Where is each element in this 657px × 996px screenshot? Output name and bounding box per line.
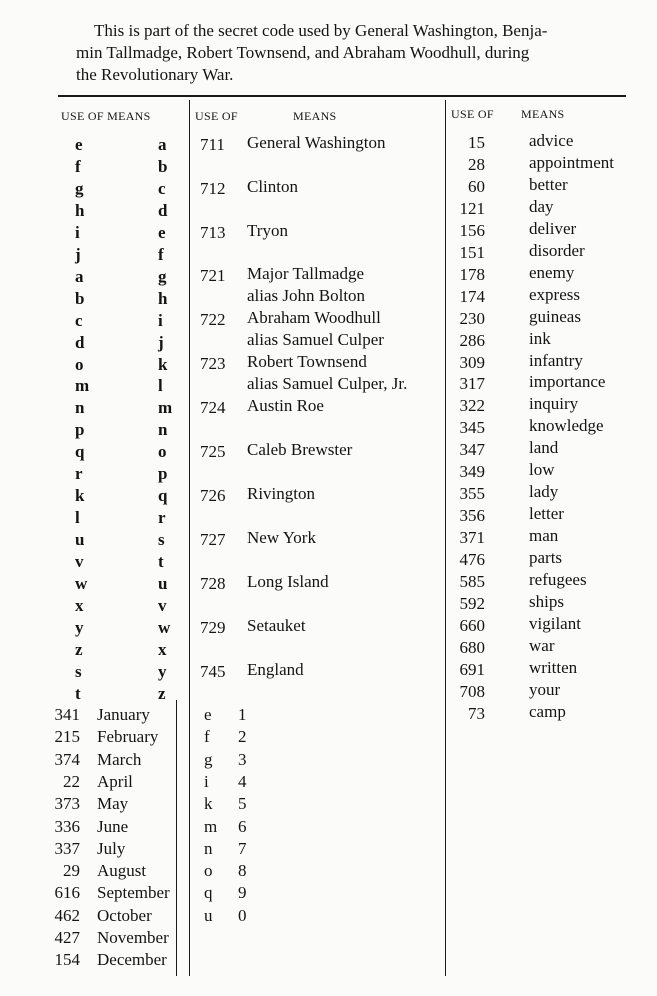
word-number: 151 — [459, 242, 485, 262]
month-name: July — [97, 838, 126, 858]
word-meaning: war — [529, 635, 555, 655]
month-name: August — [97, 861, 147, 881]
word-meaning: man — [529, 526, 559, 546]
word-number: 156 — [459, 220, 485, 240]
intro-line: the Revolutionary War. — [76, 65, 234, 84]
letter-means: f — [158, 244, 164, 264]
letter-means: h — [158, 288, 168, 308]
word-meaning: vigilant — [529, 613, 581, 633]
letter-use: a — [75, 266, 84, 286]
name-number: 724 — [200, 398, 226, 417]
month-number: 374 — [54, 749, 80, 769]
digit-means: 3 — [238, 749, 247, 769]
letter-means: q — [158, 486, 168, 506]
word-meaning: camp — [529, 701, 566, 721]
month-number: 215 — [54, 727, 80, 747]
word-meaning: written — [529, 657, 578, 677]
month-name: November — [97, 928, 169, 947]
name-entry: Major Tallmadge — [247, 264, 364, 283]
letter-means: s — [158, 530, 165, 550]
word-meaning: disorder — [529, 240, 585, 260]
digit-means: 0 — [238, 905, 247, 925]
word-meaning: appointment — [529, 152, 614, 172]
word-number: 371 — [459, 528, 485, 548]
word-number: 322 — [459, 396, 485, 416]
word-number: 178 — [459, 264, 485, 284]
word-number: 73 — [468, 703, 485, 723]
header-col3-use: USE OF — [451, 107, 494, 121]
word-number: 15 — [468, 133, 485, 152]
word-number: 660 — [459, 615, 485, 635]
letter-use: m — [75, 376, 90, 396]
letter-use: t — [75, 683, 81, 703]
name-alias: alias John Bolton — [247, 285, 366, 305]
digit-means: 2 — [238, 727, 247, 747]
name-entry: New York — [247, 528, 316, 547]
letter-means: d — [158, 200, 168, 220]
letter-use: u — [75, 530, 85, 550]
name-entry: England — [247, 660, 304, 679]
letter-use: y — [75, 617, 84, 637]
month-name: October — [97, 905, 152, 925]
letter-means: u — [158, 574, 168, 593]
word-number: 585 — [459, 572, 485, 591]
letter-use: i — [75, 222, 80, 242]
month-number: 373 — [54, 794, 80, 814]
month-number: 29 — [63, 861, 80, 881]
name-number: 723 — [200, 354, 226, 373]
header-col1: USE OF MEANS — [61, 109, 151, 123]
word-meaning: your — [529, 679, 561, 699]
digit-means: 4 — [238, 771, 247, 791]
letter-means: v — [158, 595, 167, 615]
word-meaning: parts — [529, 548, 563, 568]
intro-line: min Tallmadge, Robert Townsend, and Abraham Woodhull, during — [76, 43, 530, 62]
word-meaning: advice — [529, 131, 574, 150]
word-number: 317 — [459, 374, 485, 394]
digit-use: e — [204, 705, 212, 724]
word-number: 230 — [459, 308, 485, 328]
word-meaning: enemy — [529, 262, 575, 282]
month-number: 341 — [54, 705, 80, 724]
word-meaning: better — [529, 174, 568, 194]
word-meaning: express — [529, 284, 580, 304]
letter-use: b — [75, 288, 85, 308]
name-number: 712 — [200, 179, 226, 198]
word-number: 174 — [459, 286, 485, 306]
month-name: September — [97, 883, 170, 903]
name-number: 722 — [200, 310, 226, 329]
month-name: March — [97, 749, 142, 769]
letter-use: e — [75, 135, 83, 154]
digit-use: g — [204, 749, 213, 769]
letter-means: w — [158, 617, 171, 637]
letter-means: p — [158, 464, 168, 484]
digit-use: k — [204, 794, 213, 814]
letter-use: d — [75, 332, 85, 352]
letter-means: i — [158, 310, 163, 330]
name-entry: Tryon — [247, 221, 288, 240]
name-entry: Robert Townsend — [247, 352, 367, 371]
digit-means: 8 — [238, 861, 247, 881]
word-number: 60 — [468, 176, 485, 196]
digit-use: o — [204, 861, 213, 881]
name-entry: Abraham Woodhull — [247, 308, 381, 327]
word-meaning: lady — [529, 482, 559, 502]
word-meaning: refugees — [529, 570, 587, 589]
letter-use: g — [75, 178, 84, 198]
month-number: 336 — [54, 816, 80, 836]
name-entry: Austin Roe — [247, 396, 324, 415]
name-number: 728 — [200, 574, 226, 593]
letter-means: b — [158, 156, 168, 176]
digit-use: m — [204, 816, 218, 836]
month-name: June — [97, 816, 129, 836]
letter-means: c — [158, 178, 166, 198]
letter-use: o — [75, 354, 84, 374]
letter-means: r — [158, 508, 166, 528]
name-alias: alias Samuel Culper — [247, 329, 384, 349]
letter-means: n — [158, 420, 168, 440]
digit-means: 9 — [238, 883, 247, 903]
digit-means: 7 — [238, 838, 247, 858]
header-col3-means: MEANS — [521, 107, 565, 121]
name-alias: alias Samuel Culper, Jr. — [247, 373, 408, 393]
word-number: 708 — [459, 681, 485, 701]
digit-use: i — [204, 771, 209, 791]
word-meaning: letter — [529, 504, 564, 524]
letter-means: x — [158, 639, 167, 659]
month-number: 154 — [54, 950, 80, 970]
digit-means: 5 — [238, 794, 247, 814]
letter-use: c — [75, 310, 83, 330]
word-meaning: land — [529, 438, 559, 458]
digit-means: 6 — [238, 816, 247, 836]
month-name: December — [97, 950, 167, 970]
column-divider-1 — [189, 100, 190, 976]
letter-means: k — [158, 354, 168, 374]
word-number: 121 — [459, 198, 485, 218]
letter-means: e — [158, 222, 166, 242]
month-number: 462 — [54, 905, 80, 925]
letter-use: l — [75, 508, 80, 528]
letter-means: o — [158, 442, 167, 462]
letter-use: n — [75, 398, 85, 418]
letter-use: j — [75, 244, 81, 264]
letter-means: j — [158, 332, 164, 352]
month-name: April — [97, 771, 133, 791]
letter-means: l — [158, 376, 163, 396]
word-number: 356 — [459, 506, 485, 526]
letter-use: k — [75, 486, 85, 506]
letter-use: f — [75, 156, 81, 176]
word-number: 349 — [459, 462, 485, 482]
letter-use: r — [75, 464, 83, 484]
word-meaning: guineas — [529, 306, 581, 326]
word-number: 476 — [459, 550, 485, 570]
word-number: 28 — [468, 154, 485, 174]
digit-use: u — [204, 905, 213, 925]
name-entry: Long Island — [247, 572, 329, 591]
word-number: 355 — [459, 484, 485, 504]
name-entry: General Washington — [247, 133, 386, 152]
digit-use: q — [204, 883, 213, 903]
word-meaning: knowledge — [529, 416, 604, 436]
letter-use: p — [75, 420, 85, 440]
month-number: 427 — [54, 928, 80, 947]
month-divider — [176, 700, 177, 976]
letter-use: h — [75, 200, 85, 220]
word-meaning: deliver — [529, 218, 577, 238]
column-divider-2 — [445, 100, 446, 976]
name-number: 727 — [200, 530, 226, 549]
intro-line: This is part of the secret code used by General Washington, Benja- — [94, 21, 548, 40]
name-number: 713 — [200, 223, 226, 242]
month-number: 337 — [54, 838, 80, 858]
word-meaning: infantry — [529, 350, 583, 370]
top-rule — [58, 95, 626, 97]
word-number: 309 — [459, 352, 485, 372]
month-number: 22 — [63, 771, 80, 791]
month-number: 616 — [54, 883, 80, 903]
letter-means: y — [158, 661, 167, 681]
letter-use: v — [75, 552, 84, 572]
letter-means: g — [158, 266, 167, 286]
letter-use: z — [75, 639, 83, 659]
word-number: 347 — [459, 440, 485, 460]
name-number: 745 — [200, 662, 226, 681]
letter-means: z — [158, 683, 166, 703]
letter-means: m — [158, 398, 173, 418]
letter-use: w — [75, 574, 88, 593]
header-col2-use: USE OF — [195, 109, 238, 123]
name-number: 726 — [200, 486, 226, 505]
letter-use: q — [75, 442, 85, 462]
word-number: 691 — [459, 659, 485, 679]
word-number: 345 — [459, 418, 485, 438]
name-number: 711 — [200, 135, 225, 154]
word-number: 286 — [459, 330, 485, 350]
name-entry: Clinton — [247, 177, 299, 196]
word-number: 592 — [459, 593, 485, 613]
word-meaning: importance — [529, 372, 606, 392]
digit-use: n — [204, 838, 213, 858]
letter-means: a — [158, 135, 167, 154]
digit-means: 1 — [238, 705, 247, 724]
month-name: May — [97, 794, 129, 814]
word-meaning: inquiry — [529, 394, 579, 414]
name-entry: Setauket — [247, 616, 306, 635]
name-number: 721 — [200, 266, 226, 285]
month-name: January — [97, 705, 150, 724]
name-number: 729 — [200, 618, 226, 637]
digit-use: f — [204, 727, 210, 747]
word-number: 680 — [459, 637, 485, 657]
word-meaning: day — [529, 196, 554, 216]
month-name: February — [97, 727, 159, 747]
word-meaning: low — [529, 460, 555, 480]
name-entry: Caleb Brewster — [247, 440, 353, 459]
word-meaning: ships — [529, 591, 564, 611]
word-meaning: ink — [529, 328, 551, 348]
name-number: 725 — [200, 442, 226, 461]
header-col2-means: MEANS — [293, 109, 337, 123]
name-entry: Rivington — [247, 484, 316, 503]
letter-use: s — [75, 661, 82, 681]
letter-use: x — [75, 595, 84, 615]
letter-means: t — [158, 552, 164, 572]
